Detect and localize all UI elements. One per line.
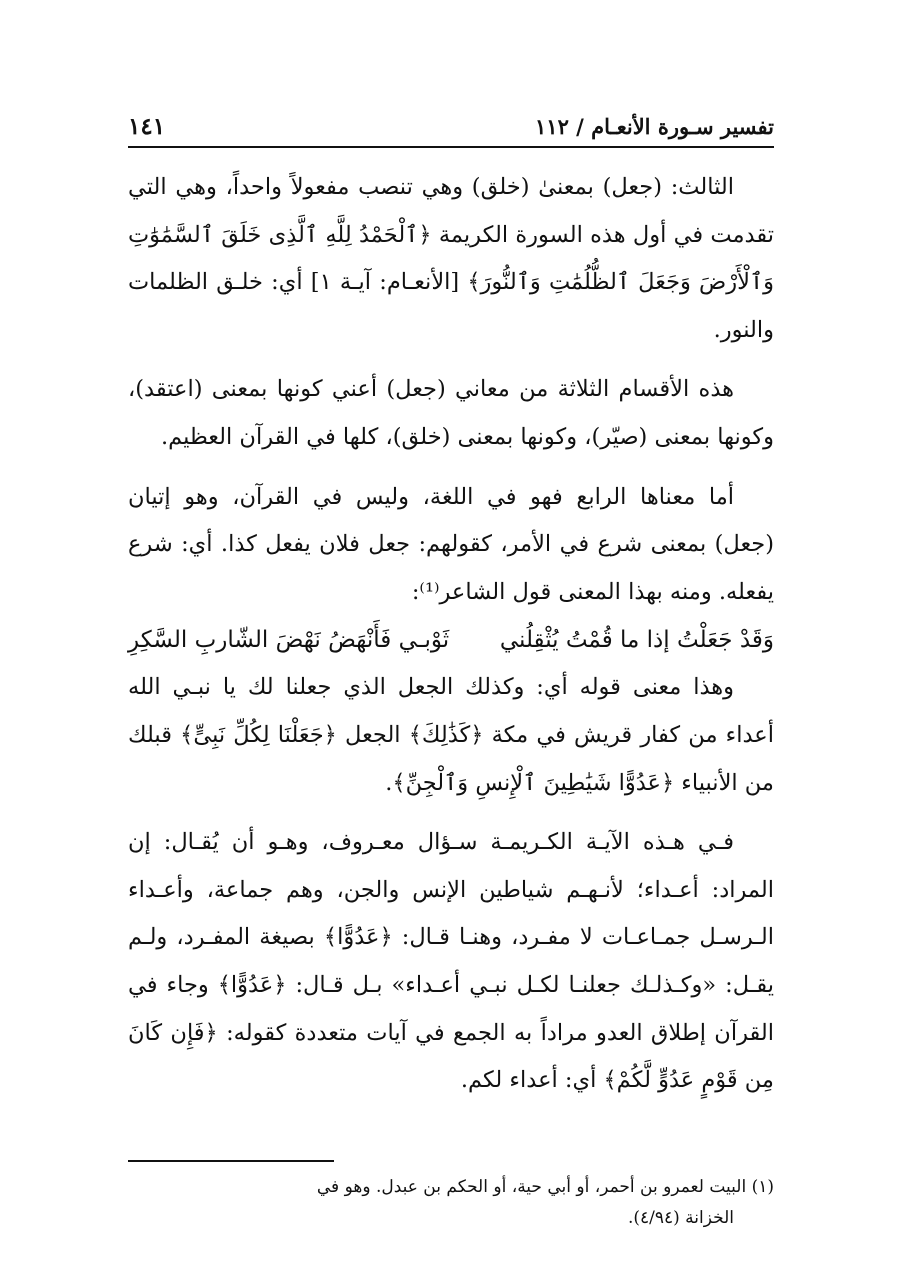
verse-second-hemistich: ثَوْبـي فَأَنْهَضُ نَهْضَ الشّاربِ السَّكِرِ (128, 627, 450, 654)
book-page (128, 98, 774, 1234)
paragraph-verse-meaning: وهذا معنى قوله أي: وكذلك الجعل الذي جعلنا لك يا نبـي الله أعداء من كفار قريش في مكة ﴿كَذَٰلِكَ﴾ الجعل ﴿جَعَلْنَا لِكُلِّ نَبِىٍّ﴾ قبلك من الأنبياء ﴿عَدُوًّا شَيَٰطِينَ ٱلْإِنسِ وَٱلْجِنِّ﴾. (128, 674, 774, 796)
footnote-line-1: (١) البيت لعمرو بن أحمر، أو أبي حية، أو الحكم بن عبدل. وهو في (316, 1176, 774, 1197)
running-title: تفسير سـورة الأنعـام / ١١٢ (535, 114, 774, 139)
page-number: ١٤١ (128, 113, 166, 140)
poetry-verse (128, 616, 774, 664)
footnote (128, 1172, 774, 1234)
verse-first-hemistich: وَقَدْ جَعَلْتُ إذا ما قُمْتُ يُثْقِلُني (499, 627, 774, 654)
paragraph-three-meanings: هذه الأقسام الثلاثة من معاني (جعل) أعني كونها بمعنى (اعتقد)، وكونها بمعنى (صيّر)، وكونها بمعنى (خلق)، كلها في القرآن العظيم. (128, 376, 774, 450)
footnote-separator (128, 1147, 774, 1166)
paragraph-third-meaning: الثالث: (جعل) بمعنىٰ (خلق) وهي تنصب مفعولاً واحداً، وهي التي تقدمت في أول هذه السورة الكريمة ﴿ٱلْحَمْدُ لِلَّهِ ٱلَّذِى خَلَقَ ٱلسَّمَٰوَٰتِ وَٱلْأَرْضَ وَجَعَلَ ٱلظُّلُمَٰتِ وَٱلنُّورَ﴾ [الأنعـام: آيـة ١] أي: خلـق الظلمات والنور. (128, 174, 774, 343)
paragraph-fourth-meaning: أما معناها الرابع فهو في اللغة، وليس في القرآن، وهو إتيان (جعل) بمعنى شرع في الأمر، كقولهم: جعل فلان يفعل كذا. أي: شرع يفعله. ومنه بهذا المعنى قول الشاعر⁽¹⁾: (128, 483, 774, 605)
paragraph-question: فـي هـذه الآيـة الكـريمـة سـؤال معـروف، وهـو أن يُقـال: إن المراد: أعـداء؛ لأنـهـم شياطين الإنس والجن، وهم جماعة، وأعـداء الـرسـل جمـاعـات لا مفـرد، وهنـا قـال: ﴿عَدُوًّا﴾ بصيغة المفـرد، ولـم يقـل: «وكـذلـك جعلنـا لكـل نبـي أعـداء» بـل قـال: ﴿عَدُوًّا﴾ وجاء في القرآن إطلاق العدو مراداً به الجمع في آيات متعددة كقوله: ﴿فَإِن كَانَ مِن قَوْمٍ عَدُوٍّ لَّكُمْ﴾ أي: أعداء لكم. (128, 829, 774, 1094)
page-body (128, 164, 774, 1105)
footnote-line-2: الخزانة (٤/٩٤). (627, 1207, 734, 1228)
page-header (128, 98, 774, 148)
